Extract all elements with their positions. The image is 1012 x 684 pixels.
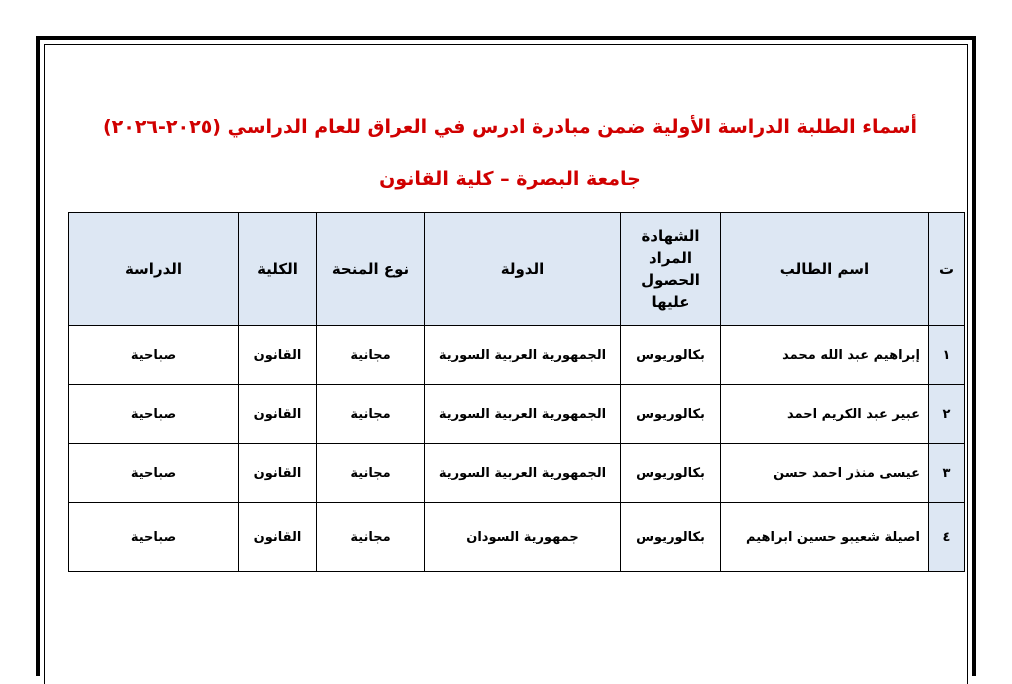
row-country: الجمهورية العربية السورية: [425, 444, 621, 503]
table-header-row: [69, 213, 965, 326]
row-num: ٤: [929, 503, 965, 572]
row-scholarship: مجانية: [317, 385, 425, 444]
row-num: ٢: [929, 385, 965, 444]
row-country: الجمهورية العربية السورية: [425, 385, 621, 444]
header-scholarship: نوع المنحة: [317, 213, 425, 326]
header-certificate-label: الشهادة المراد الحصول عليها: [641, 227, 700, 311]
row-certificate: بكالوريوس: [621, 385, 721, 444]
row-study: صباحية: [69, 385, 239, 444]
row-college: القانون: [239, 503, 317, 572]
header-college: الكلية: [239, 213, 317, 326]
row-scholarship: مجانية: [317, 503, 425, 572]
row-student-name: عيسى منذر احمد حسن: [721, 444, 929, 503]
header-country: الدولة: [425, 213, 621, 326]
row-student-name: إبراهيم عبد الله محمد: [721, 326, 929, 385]
table-row: [69, 503, 965, 572]
row-college: القانون: [239, 326, 317, 385]
header-study: الدراسة: [69, 213, 239, 326]
row-country: جمهورية السودان: [425, 503, 621, 572]
document-title: أسماء الطلبة الدراسة الأولية ضمن مبادرة ادرس في العراق للعام الدراسي (٢٠٢٥-٢٠٢٦): [102, 116, 918, 138]
header-student-name: اسم الطالب: [721, 213, 929, 326]
row-scholarship: مجانية: [317, 326, 425, 385]
row-certificate: بكالوريوس: [621, 503, 721, 572]
row-college: القانون: [239, 444, 317, 503]
header-certificate: [621, 213, 721, 326]
row-num: ٣: [929, 444, 965, 503]
header-num: ت: [929, 213, 965, 326]
row-num: ١: [929, 326, 965, 385]
table-row: [69, 326, 965, 385]
document-subtitle: جامعة البصرة – كلية القانون: [379, 168, 641, 190]
students-table: [68, 212, 965, 572]
row-student-name: عبير عبد الكريم احمد: [721, 385, 929, 444]
row-college: القانون: [239, 385, 317, 444]
table-row: [69, 385, 965, 444]
row-student-name: اصيلة شعيبو حسين ابراهيم: [721, 503, 929, 572]
row-scholarship: مجانية: [317, 444, 425, 503]
table-row: [69, 444, 965, 503]
row-country: الجمهورية العربية السورية: [425, 326, 621, 385]
row-certificate: بكالوريوس: [621, 326, 721, 385]
row-study: صباحية: [69, 326, 239, 385]
row-study: صباحية: [69, 503, 239, 572]
row-study: صباحية: [69, 444, 239, 503]
row-certificate: بكالوريوس: [621, 444, 721, 503]
